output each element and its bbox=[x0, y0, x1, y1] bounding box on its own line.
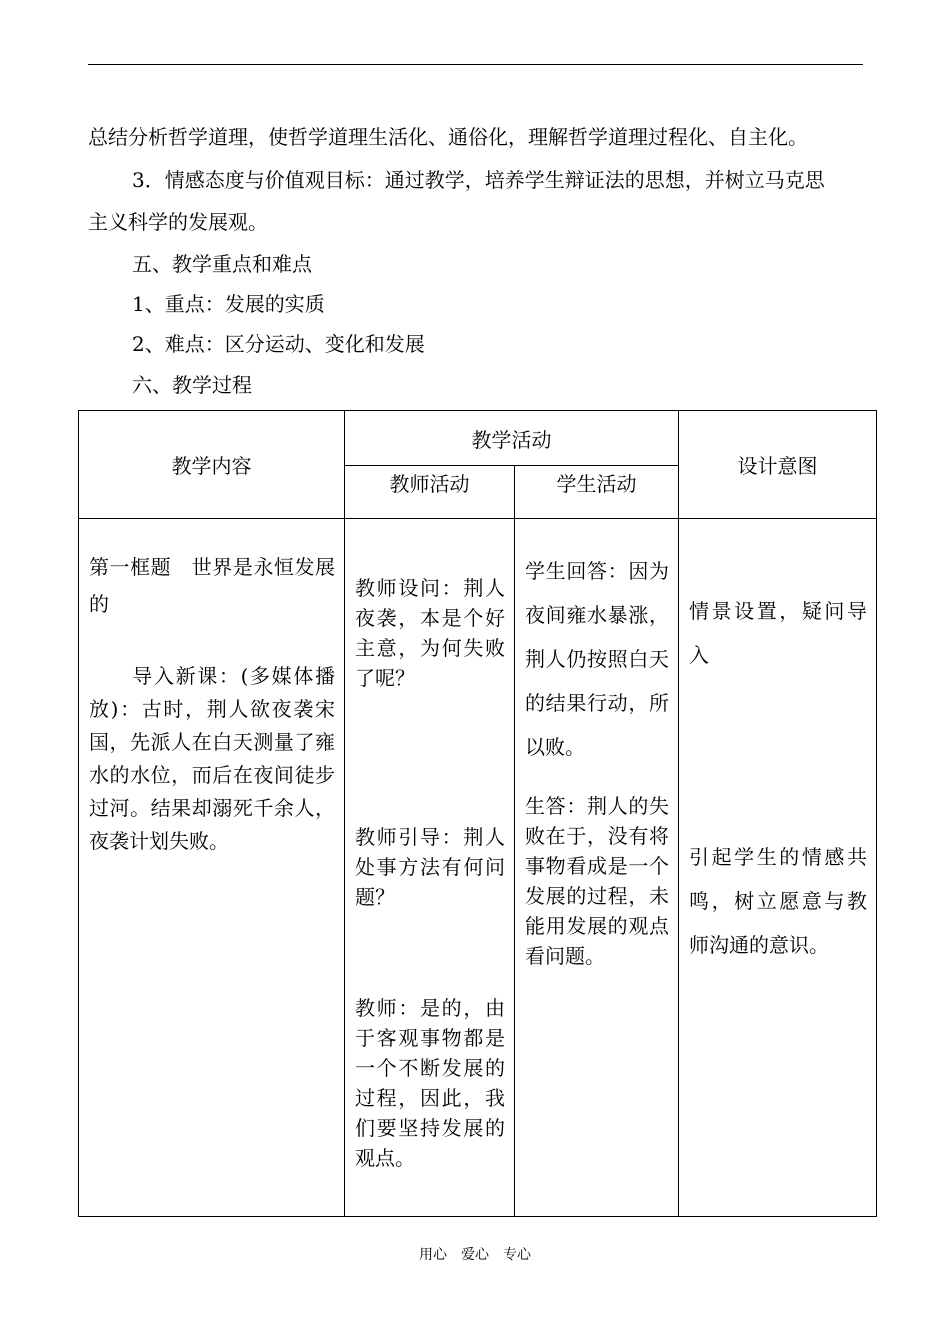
goal-3-line1: 3．情感态度与价值观目标：通过教学，培养学生辩证法的思想，并树立马克思 bbox=[132, 168, 825, 192]
page-footer: 用心 爱心 专心 bbox=[419, 1247, 531, 1263]
section-5-heading: 五、教学重点和难点 bbox=[132, 252, 312, 276]
header-student: 学生活动 bbox=[515, 466, 679, 519]
student-answer-1: 学生回答：因为夜间雍水暴涨，荆人仍按照白天的结果行动，所以败。 bbox=[525, 559, 669, 759]
difficult-point: 2、难点：区分运动、变化和发展 bbox=[132, 332, 425, 356]
student-answer-2: 生答：荆人的失败在于，没有将事物看成是一个发展的过程，未能用发展的观点看问题。 bbox=[525, 794, 669, 968]
teaching-process-table bbox=[78, 410, 877, 1217]
intro-line: 总结分析哲学道理，使哲学道理生活化、通俗化，理解哲学道理过程化、自主化。 bbox=[88, 125, 808, 149]
key-point: 1、重点：发展的实质 bbox=[132, 292, 325, 316]
header-intent: 设计意图 bbox=[679, 411, 877, 519]
header-content: 教学内容 bbox=[79, 411, 345, 519]
content-cell bbox=[79, 519, 345, 1217]
teacher-question-2: 教师引导：荆人处事方法有何问题？ bbox=[355, 825, 505, 909]
section-6-heading: 六、教学过程 bbox=[132, 373, 252, 397]
intent-2: 引起学生的情感共鸣，树立愿意与教师沟通的意识。 bbox=[689, 845, 867, 957]
intent-cell bbox=[679, 519, 877, 1217]
goal-3-line2: 主义科学的发展观。 bbox=[88, 210, 268, 234]
lesson-intro: 导入新课：(多媒体播放)：古时，荆人欲夜袭宋国，先派人在白天测量了雍水的水位，而后在夜间徒步过河。结果却溺死千余人，夜袭计划失败。 bbox=[89, 664, 335, 853]
header-activity: 教学活动 bbox=[345, 411, 679, 466]
header-teacher: 教师活动 bbox=[345, 466, 515, 519]
header-rule bbox=[88, 64, 863, 65]
intent-1: 情景设置，疑问导入 bbox=[689, 599, 867, 667]
lesson-title: 第一框题 世界是永恒发展的 bbox=[89, 555, 335, 616]
teacher-statement: 教师：是的，由于客观事物都是一个不断发展的过程，因此，我们要坚持发展的观点。 bbox=[355, 996, 505, 1170]
student-activity-cell bbox=[515, 519, 679, 1217]
teacher-activity-cell bbox=[345, 519, 515, 1217]
teacher-question-1: 教师设问：荆人夜袭，本是个好主意，为何失败了呢？ bbox=[355, 576, 505, 690]
